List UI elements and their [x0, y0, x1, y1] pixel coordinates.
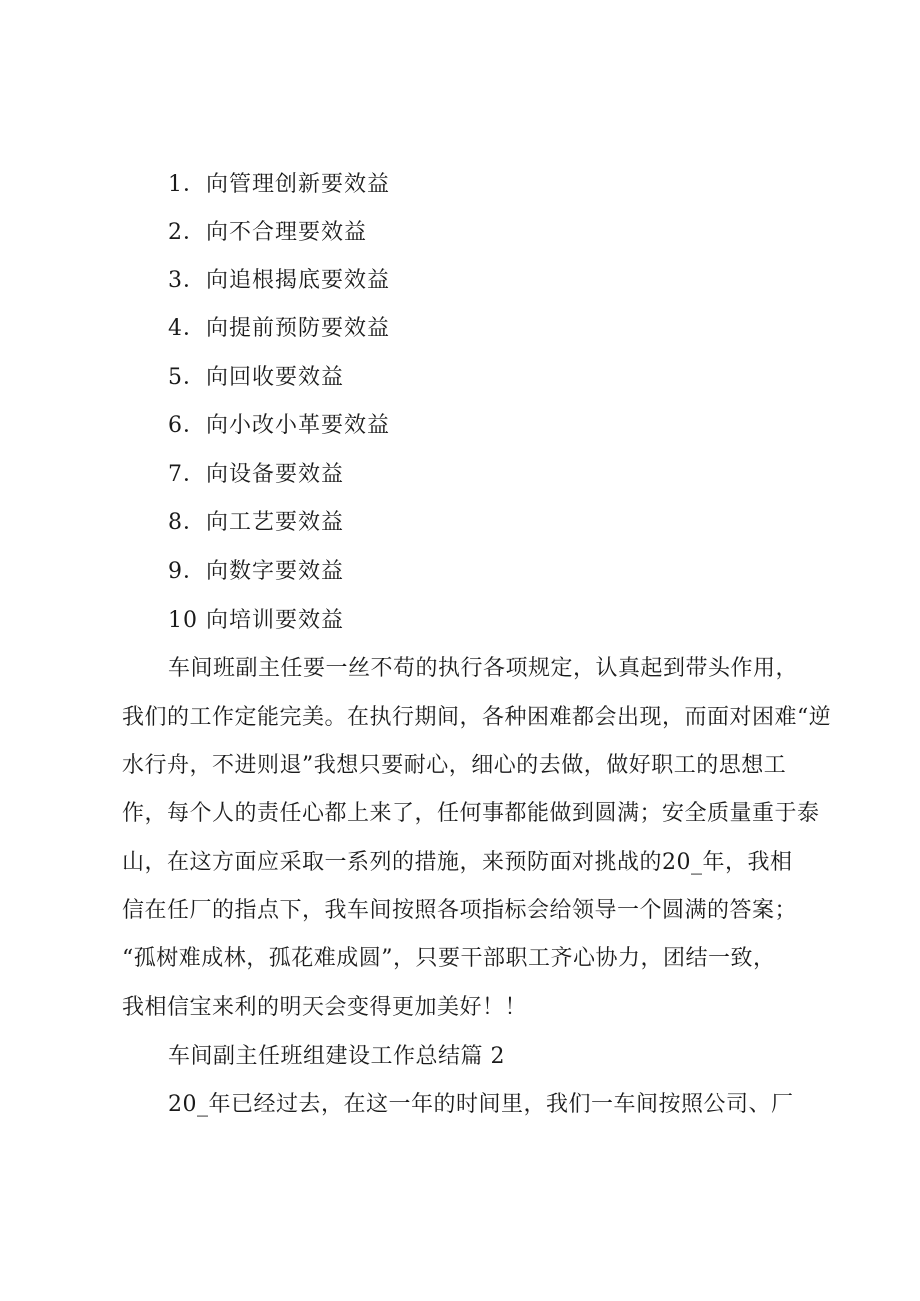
- list-item: 2．向不合理要效益: [168, 220, 367, 245]
- paragraph-line: 山，在这方面应采取一系列的措施，来预防面对挑战的20_年，我相: [122, 850, 793, 875]
- list-item: 10 向培训要效益: [168, 608, 344, 633]
- paragraph-line: 水行舟，不进则退”我想只要耐心，细心的去做，做好职工的思想工: [122, 753, 787, 778]
- list-item: 5．向回收要效益: [168, 365, 344, 390]
- paragraph-line: 20_年已经过去，在这一年的时间里，我们一车间按照公司、厂: [168, 1092, 794, 1117]
- paragraph-line: “孤树难成林，孤花难成圆”，只要干部职工齐心协力，团结一致，: [122, 946, 776, 971]
- section-title: 车间副主任班组建设工作总结篇 2: [168, 1044, 505, 1069]
- list-item: 7．向设备要效益: [168, 462, 344, 487]
- paragraph-line: 我们的工作定能完美。在执行期间，各种困难都会出现，而面对困难“逆: [122, 705, 832, 730]
- list-item: 3．向追根揭底要效益: [168, 268, 390, 293]
- list-item: 4．向提前预防要效益: [168, 316, 390, 341]
- paragraph-line: 我相信宝来利的明天会变得更加美好！！: [122, 995, 528, 1020]
- paragraph-line: 车间班副主任要一丝不苟的执行各项规定，认真起到带头作用，: [168, 656, 799, 681]
- paragraph-line: 信在任厂的指点下，我车间按照各项指标会给领导一个圆满的答案；: [122, 898, 798, 923]
- list-item: 8．向工艺要效益: [168, 510, 344, 535]
- list-item: 1．向管理创新要效益: [168, 172, 390, 197]
- list-item: 6．向小改小革要效益: [168, 413, 390, 438]
- paragraph-line: 作，每个人的责任心都上来了，任何事都能做到圆满；安全质量重于泰: [122, 801, 820, 826]
- list-item: 9．向数字要效益: [168, 559, 344, 584]
